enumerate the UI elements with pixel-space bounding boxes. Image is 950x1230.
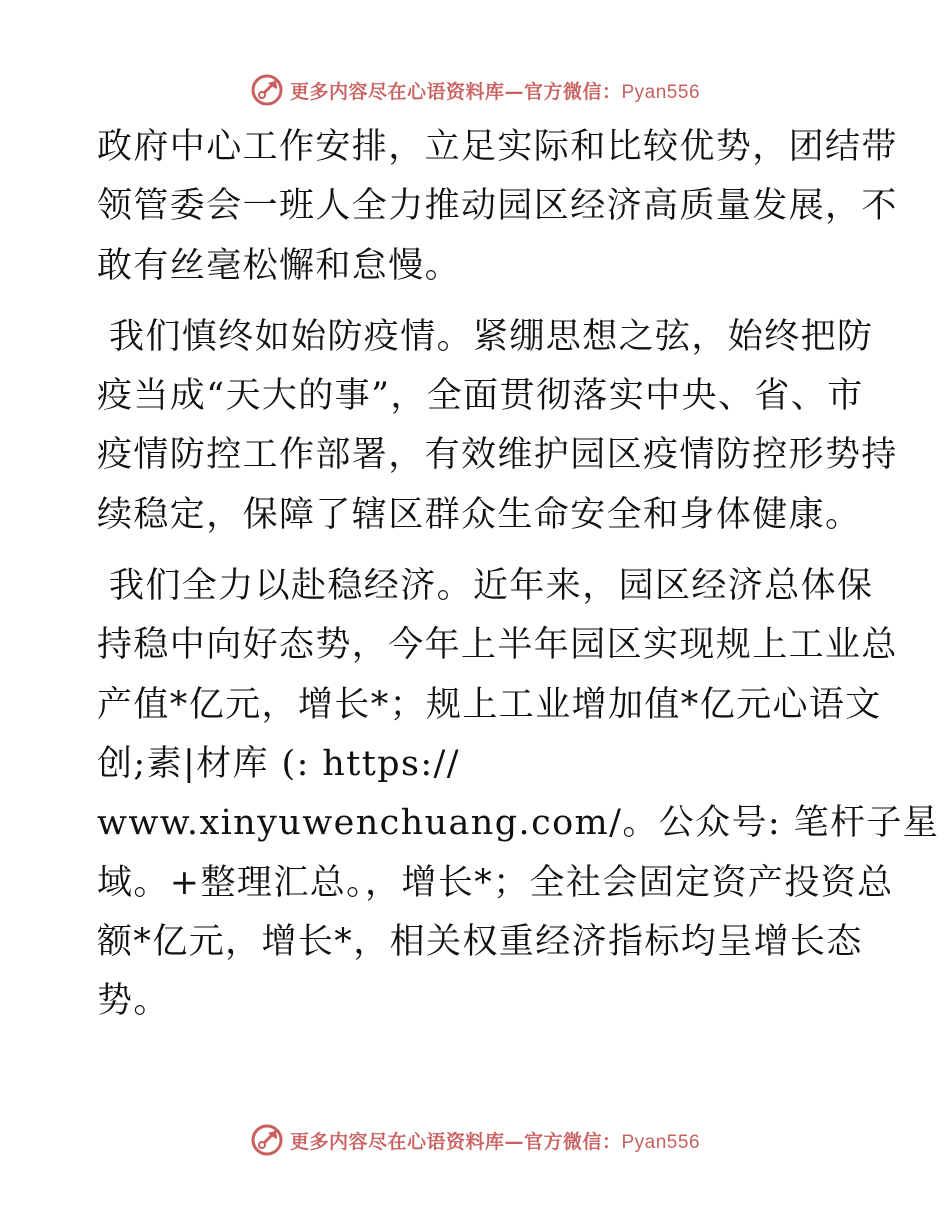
text-line: 敢有丝毫松懈和怠慢。 — [97, 245, 462, 286]
document-body — [97, 118, 940, 1031]
text-line: www.xinyuwenchuang.com/。公众号: 笔杆子星 — [97, 803, 940, 844]
text-line: 域。+整理汇总。，增长*；全社会固定资产投资总 — [97, 862, 894, 903]
text-line: 政府中心工作安排，立足实际和比较优势，团结带 — [97, 127, 898, 167]
quill-logo-icon — [250, 73, 284, 107]
text-line: 产值*亿元，增长*；规上工业增加值*亿元心语文 — [97, 684, 882, 725]
text-line: 我们全力以赴稳经济。近年来，园区经济总体保 — [109, 566, 874, 607]
header-banner-text: 更多内容尽在心语资料库—官方微信：Pyan556 — [289, 80, 701, 103]
text-line: 额*亿元，增长*，相关权重经济指标均呈增长态 — [97, 921, 863, 962]
paragraph-3 — [97, 557, 940, 1031]
paragraph-gap — [97, 545, 857, 557]
paragraph-gap — [97, 296, 857, 308]
text-line: 疫当成“天大的事”，全面贯彻落实中央、省、市 — [97, 376, 864, 417]
paragraph-1 — [97, 118, 898, 296]
text-line: 持稳中向好态势，今年上半年园区实现规上工业总 — [97, 625, 898, 666]
footer-banner-text: 更多内容尽在心语资料库—官方微信：Pyan556 — [289, 1130, 701, 1153]
paragraph-2 — [97, 308, 898, 545]
text-line: 创;素|材库 (: https:// — [97, 743, 460, 784]
footer-banner — [0, 1120, 950, 1160]
text-line: 续稳定，保障了辖区群众生命安全和身体健康。 — [97, 494, 862, 535]
footer-wechat-id: Pyan556 — [621, 1131, 701, 1153]
header-wechat-id: Pyan556 — [621, 81, 701, 103]
text-line: 势。 — [97, 981, 170, 1022]
text-line: 我们慎终如始防疫情。紧绷思想之弦，始终把防 — [109, 316, 874, 357]
text-line: 领管委会一班人全力推动园区经济高质量发展，不 — [97, 186, 898, 227]
header-banner — [0, 70, 950, 110]
text-line: 疫情防控工作部署，有效维护园区疫情防控形势持 — [97, 435, 898, 476]
quill-logo-icon — [250, 1123, 284, 1157]
